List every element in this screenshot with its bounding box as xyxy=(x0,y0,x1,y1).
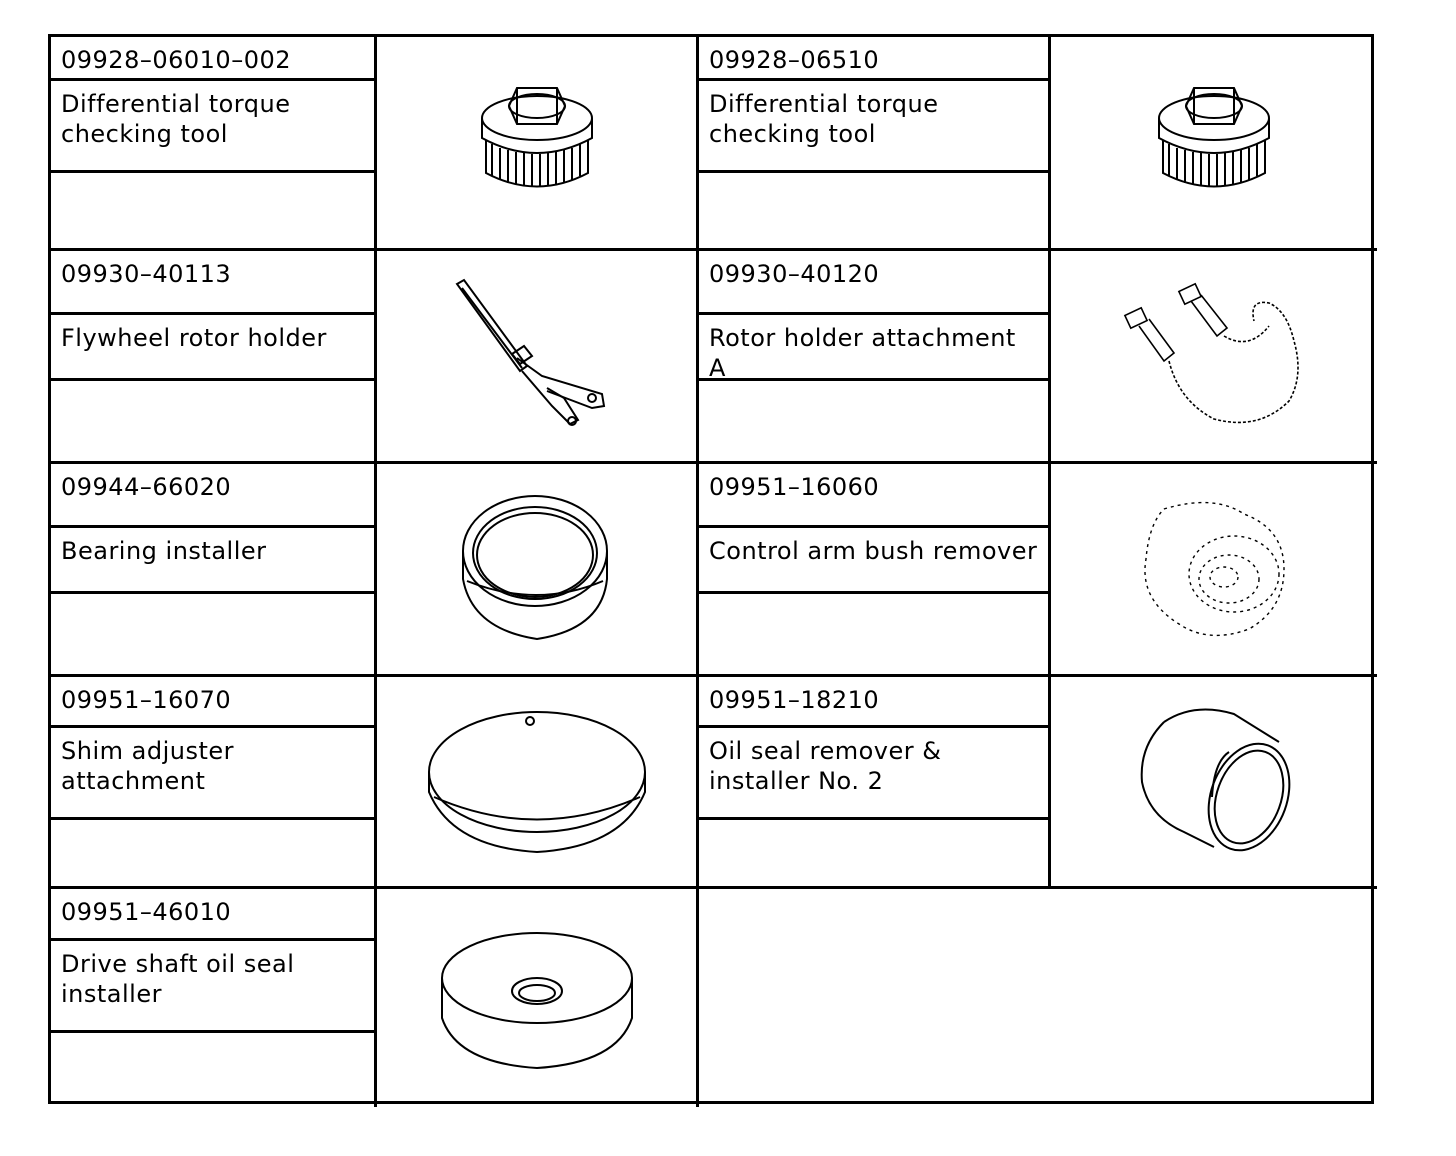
tool-image-cell xyxy=(377,677,699,889)
empty-cell xyxy=(699,889,1377,1107)
notes-cell xyxy=(51,1033,374,1107)
tool-name: Differential torque checking tool xyxy=(699,81,1048,173)
tool-name: Bearing installer xyxy=(51,528,374,594)
rotor-holder-attachment-icon xyxy=(1119,281,1309,431)
torque-checking-tool-icon xyxy=(472,78,602,208)
notes-cell xyxy=(699,594,1048,674)
tool-info-cell xyxy=(51,251,377,464)
notes-cell xyxy=(699,173,1048,248)
tool-info-cell xyxy=(699,37,1051,251)
part-number: 09928–06510 xyxy=(699,37,1048,81)
tool-name: Flywheel rotor holder xyxy=(51,315,374,381)
part-number: 09930–40120 xyxy=(699,251,1048,315)
part-number: 09944–66020 xyxy=(51,464,374,528)
special-tools-table xyxy=(48,34,1374,1104)
tool-image-cell xyxy=(1051,251,1377,464)
tool-name: Differential torque checking tool xyxy=(51,81,374,173)
part-number: 09951–16070 xyxy=(51,677,374,728)
notes-cell xyxy=(51,173,374,248)
tool-image-cell xyxy=(1051,464,1377,677)
notes-cell xyxy=(51,820,374,886)
tool-name: Shim adjuster attachment xyxy=(51,728,374,820)
tool-image-cell xyxy=(377,251,699,464)
tool-info-cell xyxy=(51,37,377,251)
tool-name: Rotor holder attachment A xyxy=(699,315,1048,381)
oil-seal-installer-icon xyxy=(437,923,637,1073)
bearing-installer-icon xyxy=(457,489,617,649)
part-number: 09930–40113 xyxy=(51,251,374,315)
part-number: 09951–16060 xyxy=(699,464,1048,528)
tool-info-cell xyxy=(699,677,1051,889)
tool-info-cell xyxy=(51,889,377,1107)
notes-cell xyxy=(51,381,374,461)
tool-info-cell xyxy=(699,464,1051,677)
tool-image-cell xyxy=(377,37,699,251)
tool-info-cell xyxy=(51,464,377,677)
part-number: 09951–46010 xyxy=(51,889,374,941)
tool-image-cell xyxy=(377,889,699,1107)
tool-info-cell xyxy=(699,251,1051,464)
tool-name: Oil seal remover & installer No. 2 xyxy=(699,728,1048,820)
flywheel-rotor-holder-icon xyxy=(452,276,622,436)
notes-cell xyxy=(699,820,1048,886)
torque-checking-tool-icon xyxy=(1149,78,1279,208)
notes-cell xyxy=(51,594,374,674)
shim-adjuster-icon xyxy=(422,707,652,857)
notes-cell xyxy=(699,381,1048,461)
oil-seal-remover-icon xyxy=(1134,702,1294,862)
tool-info-cell xyxy=(51,677,377,889)
bush-remover-icon xyxy=(1134,489,1294,649)
part-number: 09951–18210 xyxy=(699,677,1048,728)
tool-image-cell xyxy=(1051,37,1377,251)
part-number: 09928–06010–002 xyxy=(51,37,374,81)
tool-name: Control arm bush remover xyxy=(699,528,1048,594)
tool-image-cell xyxy=(377,464,699,677)
tool-name: Drive shaft oil seal installer xyxy=(51,941,374,1033)
tool-image-cell xyxy=(1051,677,1377,889)
